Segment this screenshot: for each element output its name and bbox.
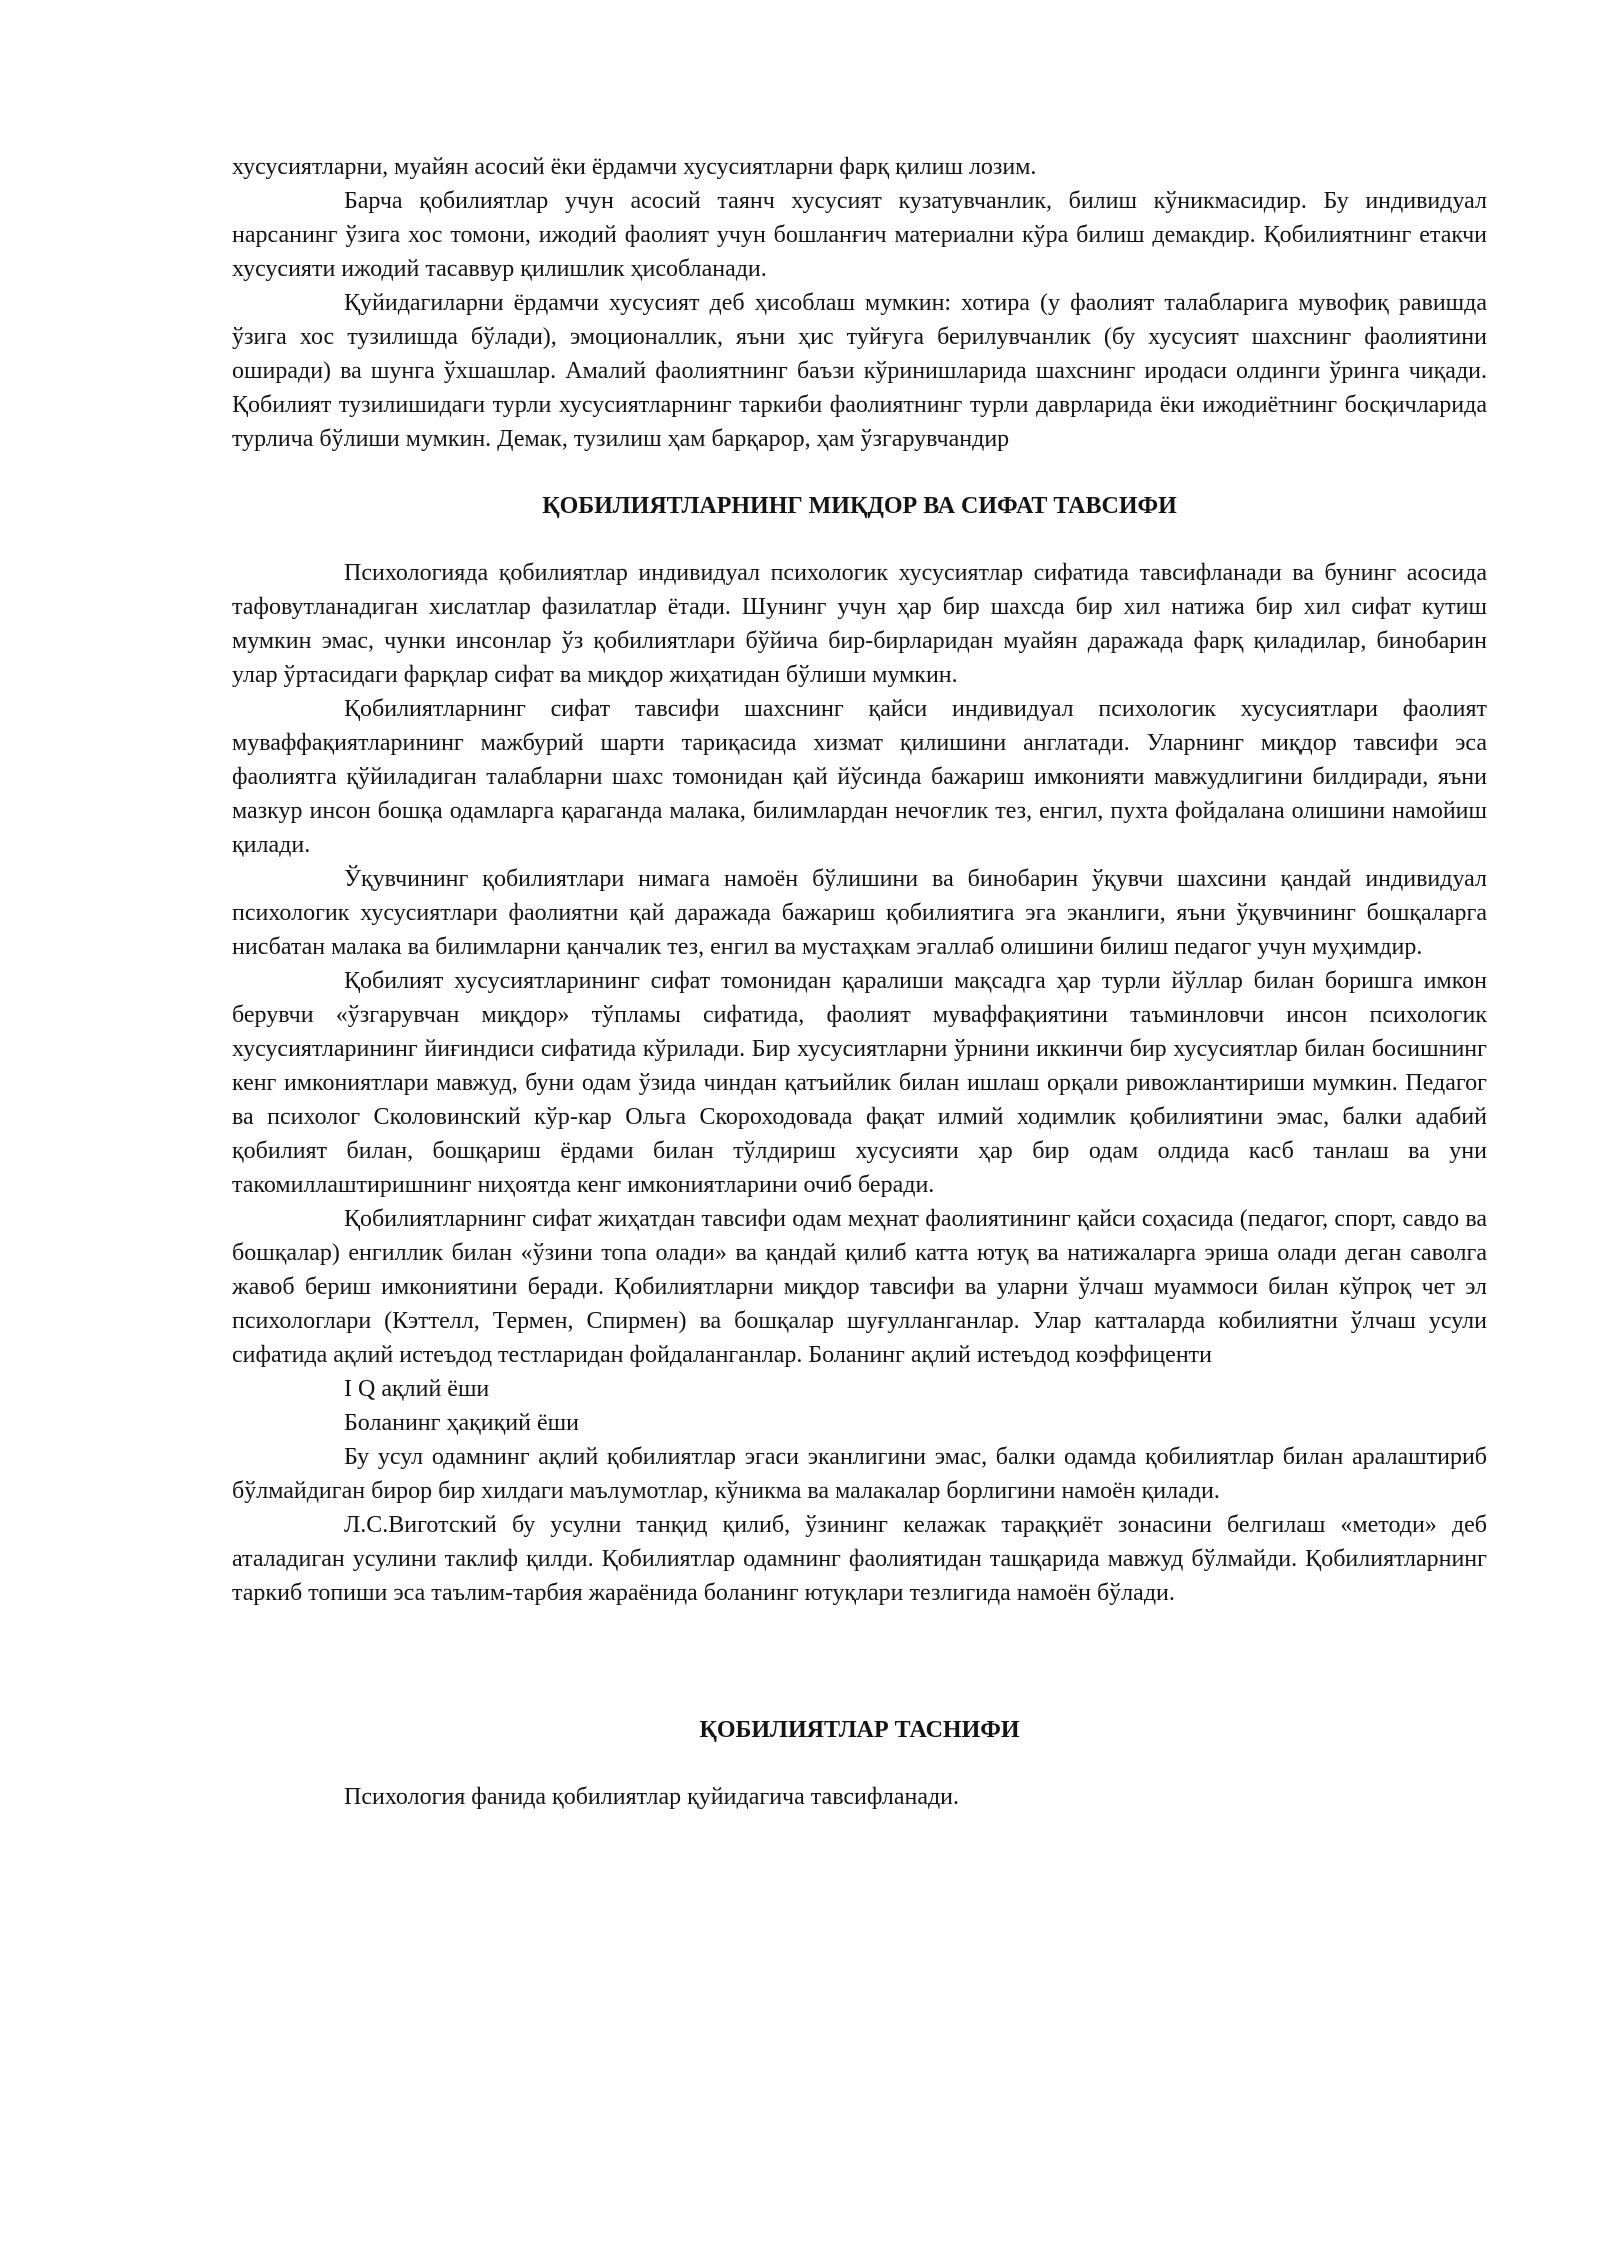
paragraph: Қуйидагиларни ёрдамчи хусусият деб ҳисоблаш мумкин: хотира (у фаолият талабларига мувофиқ равишда ўзига хос тузилишда бўлади), эмоционаллик, яъни ҳис туйғуга берилувчанлик (бу хусусият шахснинг фаолиятини оширади) ва шунга ўхшашлар. Амалий фаолиятнинг баъзи кўринишларида шахснинг иродаси олдинги ўринга чиқади. Қобилият тузилишидаги турли хусусиятларнинг таркиби фаолиятнинг турли даврларида ёки ижодиётнинг босқичларида турлича бўлиши мумкин. Демак, тузилиш ҳам барқарор, ҳам ўзгарувчандир [232, 290, 1487, 452]
paragraph: Ўқувчининг қобилиятлари нимага намоён бўлишини ва бинобарин ўқувчи шахсини қандай индивидуал психологик хусусиятлари фаолиятни қай даражада бажариш қобилиятига эга эканлиги, яъни ўқувчининг бошқаларга нисбатан малака ва билимларни қанчалик тез, енгил ва мустаҳкам эгаллаб олишини билиш педагог учун муҳимдир. [232, 866, 1487, 960]
formula-numerator: I Q ақлий ёши [344, 1376, 490, 1402]
section-heading: ҚОБИЛИЯТЛАР ТАСНИФИ [699, 1717, 1020, 1743]
paragraph: Психология фанида қобилиятлар қуйидагича тавсифланади. [344, 1784, 960, 1810]
paragraph: Барча қобилиятлар учун асосий таянч хусусият кузатувчанлик, билиш кўникмасидир. Бу индивидуал нарсанинг ўзига хос томони, ижодий фаолият учун бошланғич материални кўра билиш демакдир. Қобилиятнинг етакчи хусусияти ижодий тасаввур қилишлик ҳисобланади. [232, 188, 1487, 282]
paragraph: Л.С.Виготский бу усулни танқид қилиб, ўзининг келажак тараққиёт зонасини белгилаш «методи» деб аталадиган усулини таклиф қилди. Қобилиятлар одамнинг фаолиятидан ташқарида мавжуд бўлмайди. Қобилиятларнинг таркиб топиши эса таълим-тарбия жараёнида боланинг ютуқлари тезлигида намоён бўлади. [232, 1512, 1487, 1606]
formula-denominator: Боланинг ҳақиқий ёши [344, 1410, 579, 1436]
paragraph: Бу усул одамнинг ақлий қобилиятлар эгаси эканлигини эмас, балки одамда қобилиятлар билан аралаштириб бўлмайдиган бирор бир хилдаги маълумотлар, кўникма ва малакалар борлигини намоён қилади. [232, 1444, 1487, 1504]
paragraph: Қобилиятларнинг сифат жиҳатдан тавсифи одам меҳнат фаолиятининг қайси соҳасида (педагог, спорт, савдо ва бошқалар) енгиллик билан «ўзини топа олади» ва қандай қилиб катта ютуқ ва натижаларга эриша олади деган саволга жавоб бериш имкониятини беради. Қобилиятларни миқдор тавсифи ва уларни ўлчаш муаммоси билан кўпроқ чет эл психологлари (Кэттелл, Термен, Спирмен) ва бошқалар шуғулланганлар. Улар катталарда кобилиятни ўлчаш усули сифатида ақлий истеъдод тестларидан фойдаланганлар. Боланинг ақлий истеъдод коэффиценти [232, 1206, 1487, 1368]
paragraph: Қобилият хусусиятларининг сифат томонидан қаралиши мақсадга ҳар турли йўллар билан боришга имкон берувчи «ўзгарувчан миқдор» тўпламы сифатида, фаолият муваффақиятини таъминловчи инсон психологик хусусиятларининг йиғиндиси сифатида кўрилади. Бир хусусиятларни ўрнини иккинчи бир хусусиятлар билан босишнинг кенг имкониятлари мавжуд, буни одам ўзида чиндан қатъийлик билан ишлаш орқали ривожлантириши мумкин. Педагог ва психолог Сколовинский кўр-кар Ольга Скороходовада фақат илмий ходимлик қобилиятини эмас, балки адабий қобилият билан, бошқариш ёрдами билан тўлдириш хусусияти ҳар бир одам олдида касб танлаш ва уни такомиллаштиришнинг ниҳоятда кенг имкониятларини очиб беради. [232, 968, 1487, 1198]
paragraph: Қобилиятларнинг сифат тавсифи шахснинг қайси индивидуал психологик хусусиятлари фаолият муваффақиятларининг мажбурий шарти тариқасида хизмат қилишини англатади. Уларнинг миқдор тавсифи эса фаолиятга қўйиладиган талабларни шахс томонидан қай йўсинда бажариш имконияти мавжудлигини билдиради, яъни мазкур инсон бошқа одамларга қараганда малака, билимлардан нечоғлик тез, енгил, пухта фойдалана олишини намойиш қилади. [232, 696, 1487, 858]
paragraph-continued: хусусиятларни, муайян асосий ёки ёрдамчи хусусиятларни фарқ қилиш лозим. [232, 154, 1037, 180]
document-page [232, 150, 1487, 1814]
paragraph: Психологияда қобилиятлар индивидуал психологик хусусиятлар сифатида тавсифланади ва бунинг асосида тафовутланадиган хислатлар фазилатлар ётади. Шунинг учун ҳар бир шахсда бир хил натижа бир хил сифат кутиш мумкин эмас, чунки инсонлар ўз қобилиятлари бўйича бир-бирларидан муайян даражада фарқ қиладилар, бинобарин улар ўртасидаги фарқлар сифат ва миқдор жиҳатидан бўлиши мумкин. [232, 560, 1487, 688]
section-heading: ҚОБИЛИЯТЛАРНИНГ МИҚДОР ВА СИФАТ ТАВСИФИ [542, 493, 1177, 519]
